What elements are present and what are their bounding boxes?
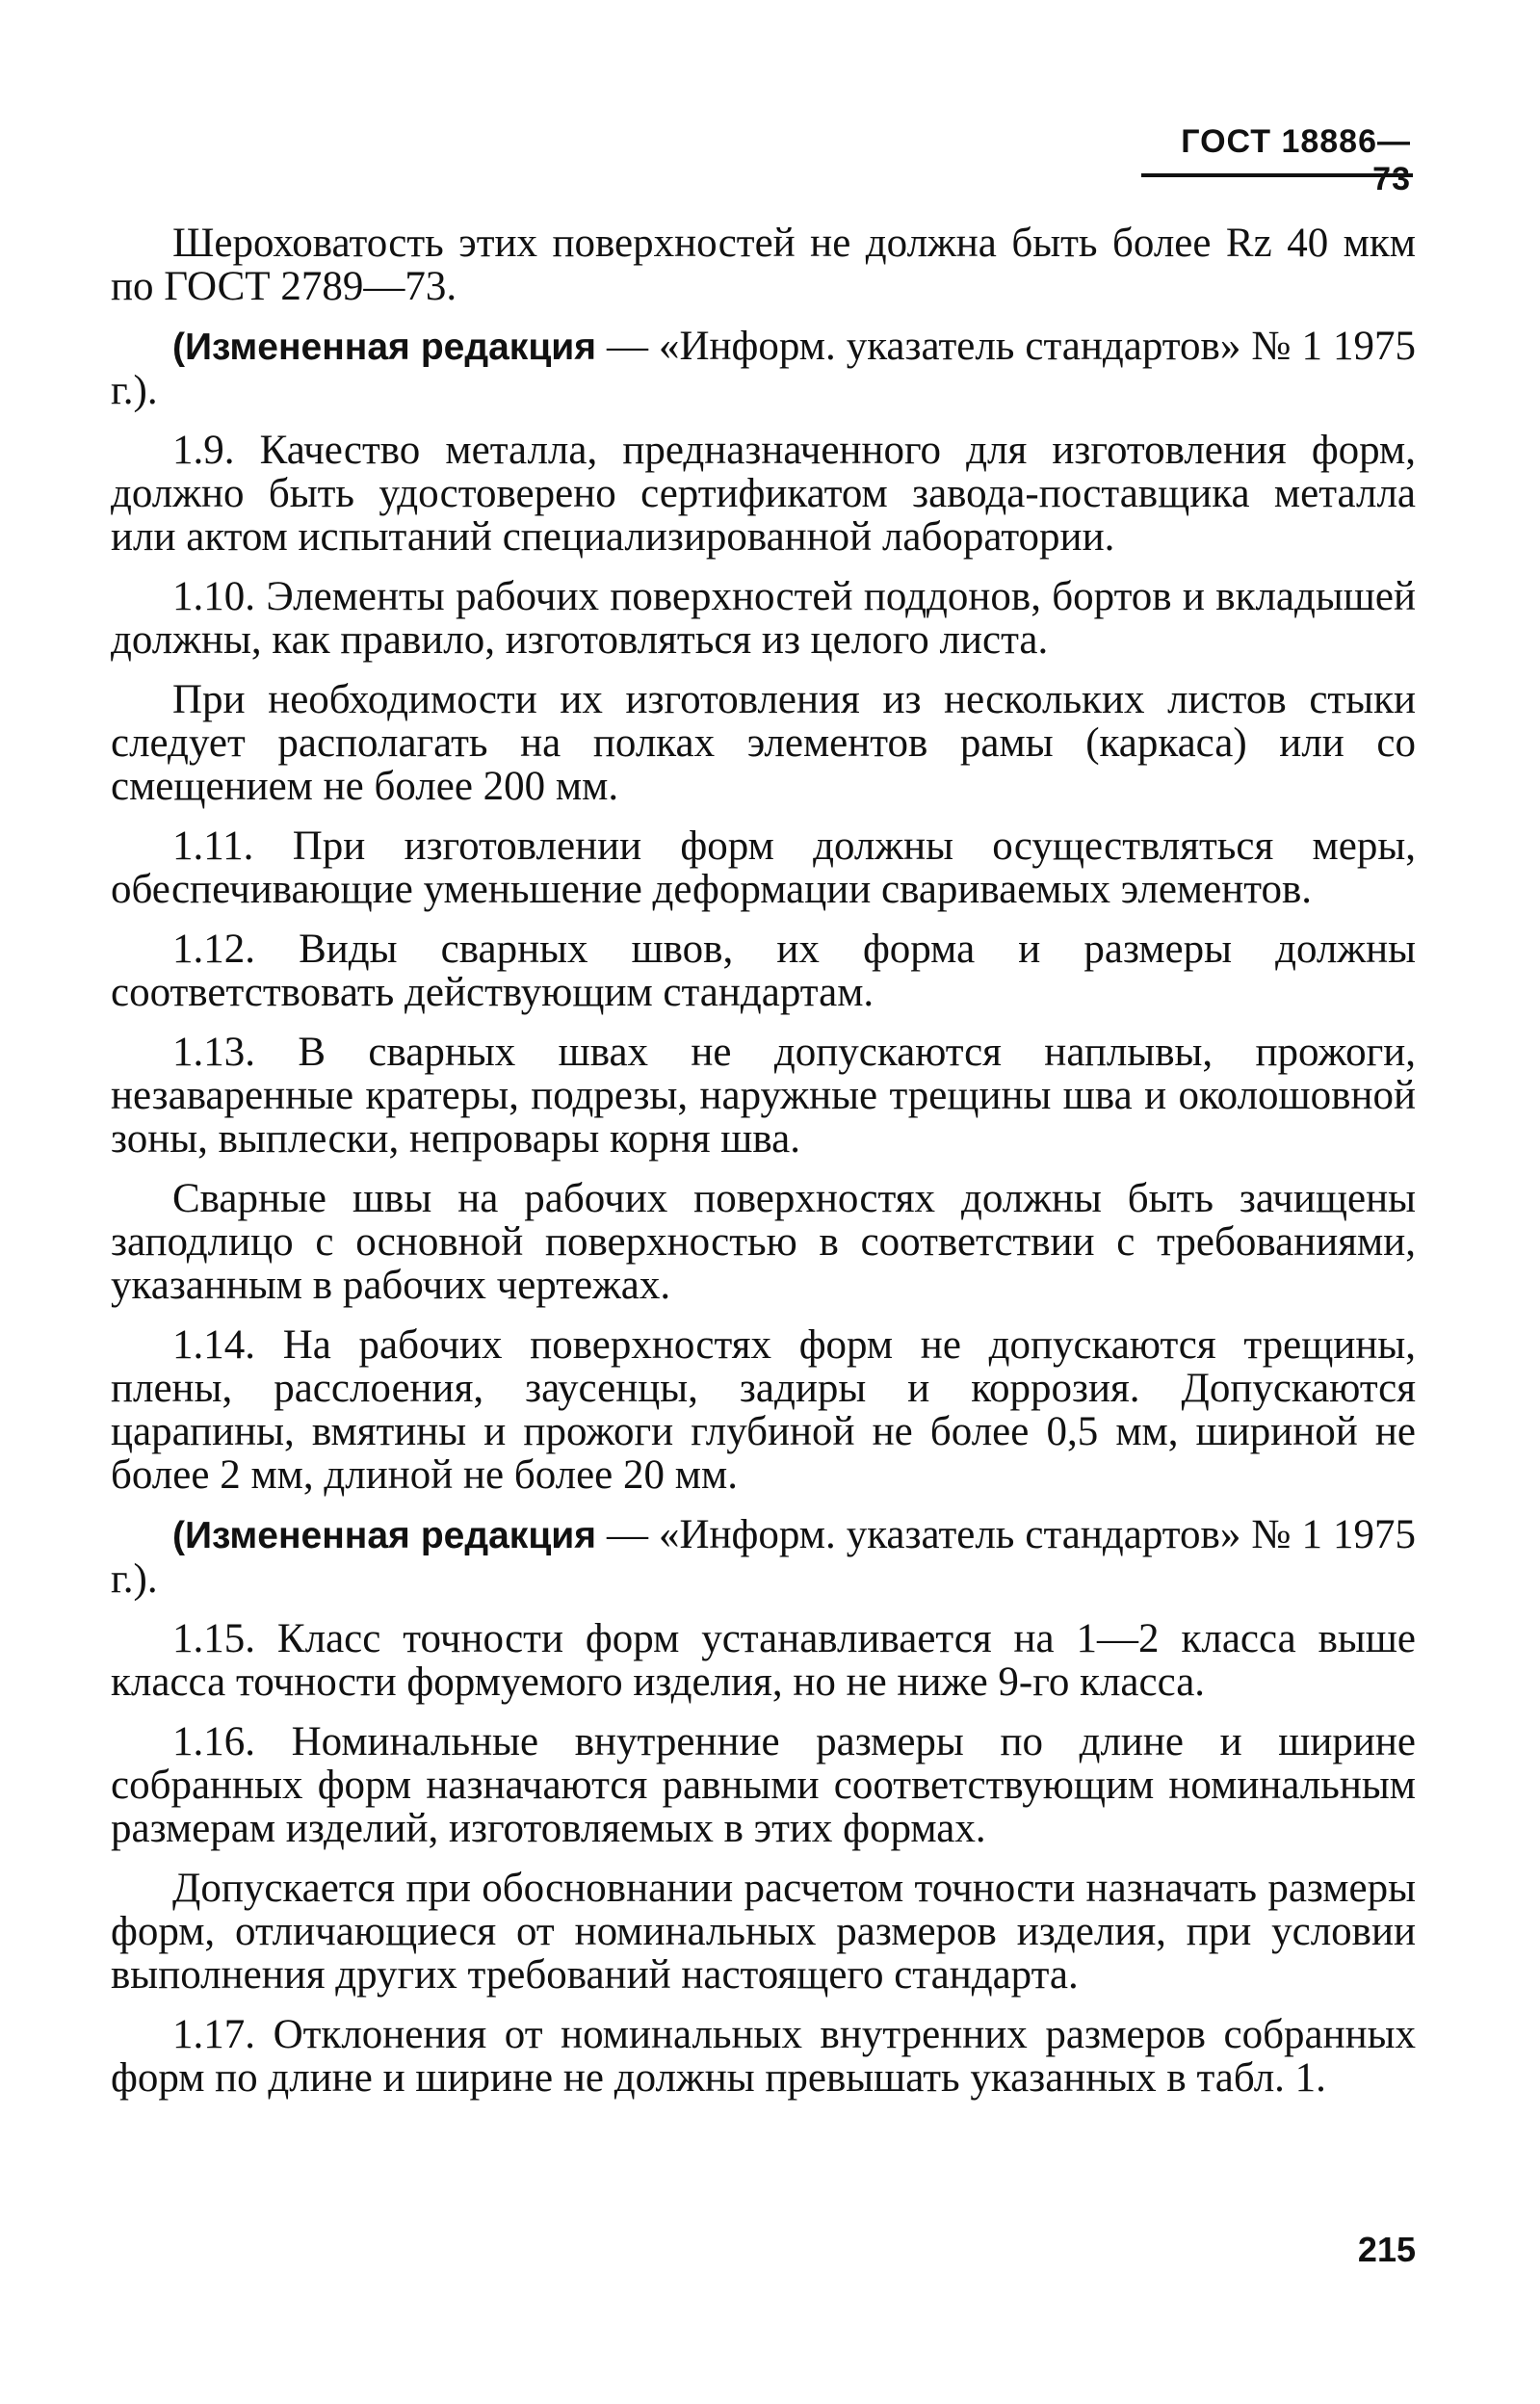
clause-1-17: 1.17. Отклонения от номинальных внутренних размеров собранных форм по длине и ширине не должны превышать указанных в табл. 1. bbox=[111, 2012, 1416, 2101]
amendment-text: — «Информ. указатель стандартов» № 1 1975 г.). bbox=[111, 324, 1416, 413]
amendment-label: (Измененная редакция bbox=[172, 1515, 597, 1556]
page-body bbox=[111, 222, 1416, 2116]
clause-1-10: 1.10. Элементы рабочих поверхностей поддонов, бортов и вкладышей должны, как правило, изготовляться из целого листа. bbox=[111, 574, 1416, 663]
paragraph-amendment-2 bbox=[111, 1513, 1416, 1601]
clause-1-9: 1.9. Качество металла, предназначенного для изготовления форм, должно быть удостоверено сертификатом завода-поставщика металла или актом испытаний специализированной лаборатории. bbox=[111, 428, 1416, 560]
paragraph-weld-cleaning: Сварные швы на рабочих поверхностях должны быть зачищены заподлицо с основной поверхностью в соответствии с требованиями, указанным в рабочих чертежах. bbox=[111, 1176, 1416, 1308]
paragraph-allowance: Допускается при обосновнании расчетом точности назначать размеры форм, отличающиеся от номинальных размеров изделия, при условии выполнения других требований настоящего стандарта. bbox=[111, 1866, 1416, 1998]
clause-1-11: 1.11. При изготовлении форм должны осуществляться меры, обеспечивающие уменьшение деформации свариваемых элементов. bbox=[111, 823, 1416, 912]
clause-1-12: 1.12. Виды сварных швов, их форма и размеры должны соответствовать действующим стандартам. bbox=[111, 927, 1416, 1015]
document-header bbox=[1146, 123, 1411, 198]
standard-code: ГОСТ 18886—73 bbox=[1181, 123, 1411, 197]
clause-1-15: 1.15. Класс точности форм устанавливается на 1—2 класса выше класса точности формуемого изделия, но не ниже 9-го класса. bbox=[111, 1616, 1416, 1705]
clause-1-16: 1.16. Номинальные внутренние размеры по длине и ширине собранных форм назначаются равными соответствующим номинальным размерам изделий, изготовляемых в этих формах. bbox=[111, 1719, 1416, 1851]
page-number: 215 bbox=[1357, 2230, 1416, 2269]
amendment-label: (Измененная редакция bbox=[172, 327, 597, 368]
clause-1-14: 1.14. На рабочих поверхностях форм не допускаются трещины, плены, расслоения, заусенцы, задиры и коррозия. Допускаются царапины, вмятины и прожоги глубиной не более 0,5 мм, шириной не более 2 мм, длиной не более 20 мм. bbox=[111, 1322, 1416, 1498]
header-rule bbox=[1141, 173, 1413, 177]
amendment-text: — «Информ. указатель стандартов» № 1 1975 г.). bbox=[111, 1512, 1416, 1602]
clause-1-13: 1.13. В сварных швах не допускаются наплывы, прожоги, незаваренные кратеры, подрезы, наружные трещины шва и околошовной зоны, выплески, непровары корня шва. bbox=[111, 1030, 1416, 1162]
paragraph-roughness: Шероховатость этих поверхностей не должна быть более Rz 40 мкм по ГОСТ 2789—73. bbox=[111, 221, 1416, 309]
paragraph-joints: При необходимости их изготовления из нескольких листов стыки следует располагать на полках элементов рамы (каркаса) или со смещением не более 200 мм. bbox=[111, 677, 1416, 809]
paragraph-amendment-1 bbox=[111, 325, 1416, 412]
